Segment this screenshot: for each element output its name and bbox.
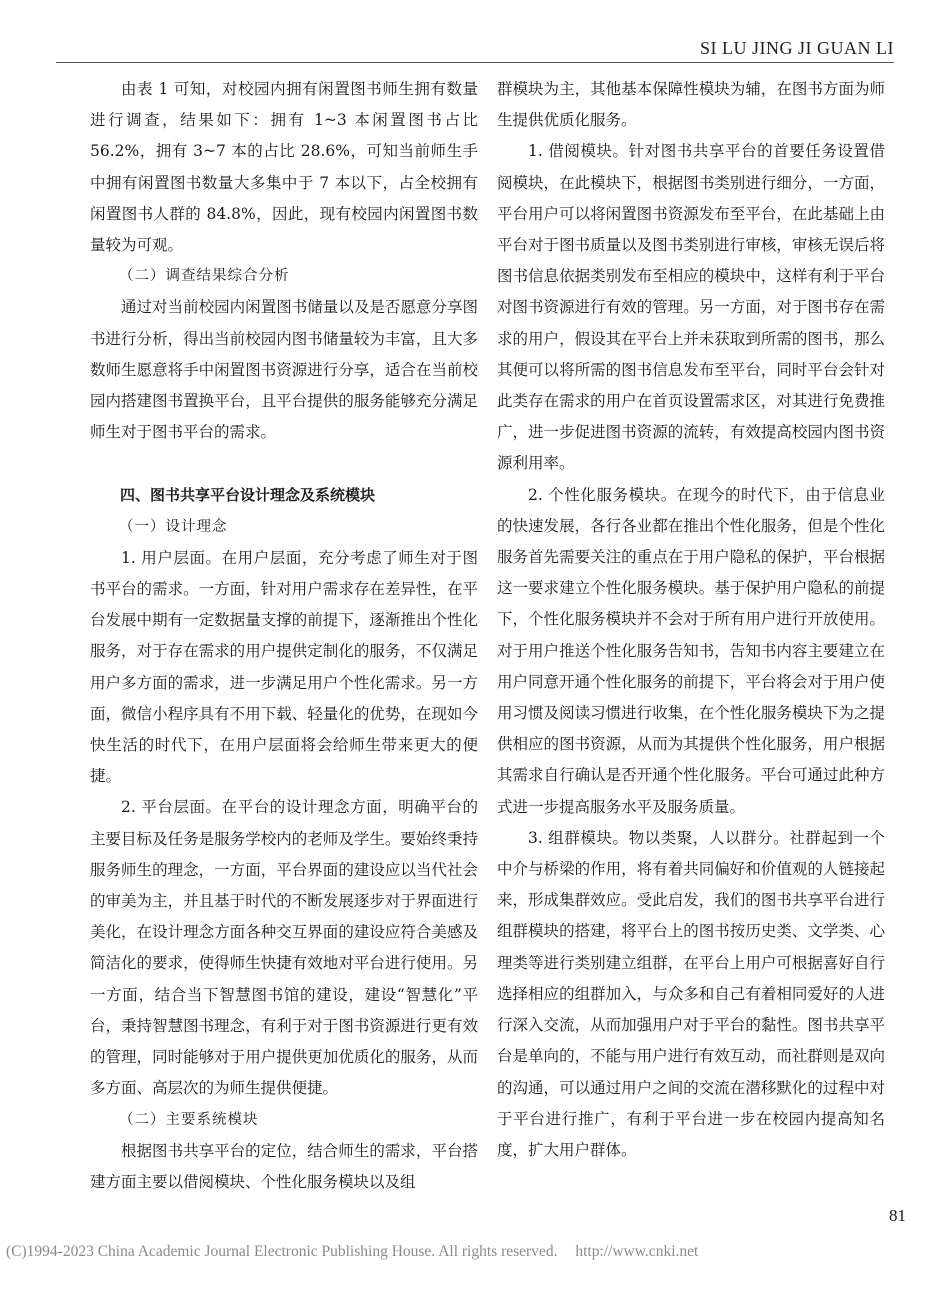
footer — [6, 1243, 698, 1261]
section-gap — [90, 448, 478, 480]
paragraph: 3. 组群模块。物以类聚，人以群分。社群起到一个中介与桥梁的作用，将有着共同偏好和价值观的人链接起来，形成集群效应。受此启发，我们的图书共享平台进行组群模块的搭建，将平台上的图书按历史类、文学类、心理类等进行类别建立组群，在平台上用户可根据喜好自行选择相应的组群加入，与众多和自己有着相同爱好的人进行深入交流，从而加强用户对于平台的黏性。图书共享平台是单向的，不能与用户进行有效互动，而社群则是双向的沟通，可以通过用户之间的交流在潜移默化的过程中对于平台进行推广，有利于平台进一步在校园内提高知名度，扩大用户群体。 — [497, 828, 885, 1159]
paragraph: 根据图书共享平台的定位，结合师生的需求，平台搭建方面主要以借阅模块、个性化服务模块以及组 — [90, 1141, 478, 1191]
paragraph: 1. 借阅模块。针对图书共享平台的首要任务设置借阅模块，在此模块下，根据图书类别进行细分，一方面，平台用户可以将闲置图书资源发布至平台，在此基础上由平台对于图书质量以及图书类别进行审核，审核无误后将图书信息依据类别发布至相应的模块中，这样有利于平台对图书资源进行有效的管理。另一方面，对于图书存在需求的用户，假设其在平台上并未获取到所需的图书，那么其便可以将所需的图书信息发布至平台，同时平台会针对此类存在需求的用户在首页设置需求区，对其进行免费推广，进一步促进图书资源的流转，有效提高校园内图书资源利用率。 — [497, 142, 885, 473]
page-number: 81 — [889, 1206, 906, 1225]
header-rule — [56, 62, 894, 63]
paragraph: 2. 平台层面。在平台的设计理念方面，明确平台的主要目标及任务是服务学校内的老师及学生。要始终秉持服务师生的理念，一方面，平台界面的建设应以当代社会的审美为主，并且基于时代的不断发展逐步对于界面进行美化，在设计理念方面各种交互界面的建设应符合美感及简洁化的要求，使得师生快捷有效地对平台进行使用。另一方面，结合当下智慧图书馆的建设，建设“智慧化”平台，秉持智慧图书理念，有利于对于图书资源进行更有效的管理，同时能够对于用户提供更加优质化的服务，从而多方面、高层次的为师生提供便捷。 — [90, 798, 478, 1098]
right-column — [497, 74, 885, 1166]
left-column — [90, 74, 478, 1198]
subsection-heading: （二）主要系统模块 — [119, 1111, 259, 1128]
running-header: SI LU JING JI GUAN LI — [700, 38, 894, 58]
paragraph: 通过对当前校园内闲置图书储量以及是否愿意分享图书进行分析，得出当前校园内图书储量较为丰富，且大多数师生愿意将手中闲置图书资源进行分享，适合在当前校园内搭建图书置换平台，且平台提供的服务能够充分满足师生对于图书平台的需求。 — [90, 298, 478, 442]
subsection-heading: （二）调查结果综合分析 — [119, 268, 290, 285]
copyright-text: (C)1994-2023 China Academic Journal Electronic Publishing House. All rights reserved. — [6, 1243, 558, 1260]
paragraph-continued: 群模块为主，其他基本保障性模块为辅，在图书方面为师生提供优质化服务。 — [497, 80, 885, 130]
section-heading: 四、图书共享平台设计理念及系统模块 — [120, 486, 376, 505]
footer-url[interactable]: http://www.cnki.net — [575, 1243, 699, 1260]
paragraph: 1. 用户层面。在用户层面，充分考虑了师生对于图书平台的需求。一方面，针对用户需求存在差异性，在平台发展中期有一定数据量支撑的前提下，逐渐推出个性化服务，对于存在需求的用户提供定制化的服务，不仅满足用户多方面的需求，进一步满足用户个性化需求。另一方面，微信小程序具有不用下载、轻量化的优势，在现如今快生活的时代下，在用户层面将会给师生带来更大的便捷。 — [90, 548, 478, 786]
subsection-heading: （一）设计理念 — [119, 518, 228, 535]
paragraph: 由表 1 可知，对校园内拥有闲置图书师生拥有数量进行调查，结果如下：拥有 1~3 本闲置图书占比 56.2%，拥有 3~7 本的占比 28.6%，可知当前师生手中拥有闲置图书数量大多集中于 7 本以下，占全校拥有闲置图书人群的 84.8%，因此，现有校园内闲置图书数量较为可观。 — [90, 80, 478, 255]
paragraph: 2. 个性化服务模块。在现今的时代下，由于信息业的快速发展，各行各业都在推出个性化服务，但是个性化服务首先需要关注的重点在于用户隐私的保护，平台根据这一要求建立个性化服务模块。基于保护用户隐私的前提下，个性化服务模块并不会对于所有用户进行开放使用。对于用户推送个性化服务告知书，告知书内容主要建立在用户同意开通个性化服务的前提下，平台将会对于用户使用习惯及阅读习惯进行收集，在个性化服务模块下为之提供相应的图书资源，从而为其提供个性化服务，用户根据其需求自行确认是否开通个性化服务。平台可通过此种方式进一步提高服务水平及服务质量。 — [497, 485, 885, 816]
